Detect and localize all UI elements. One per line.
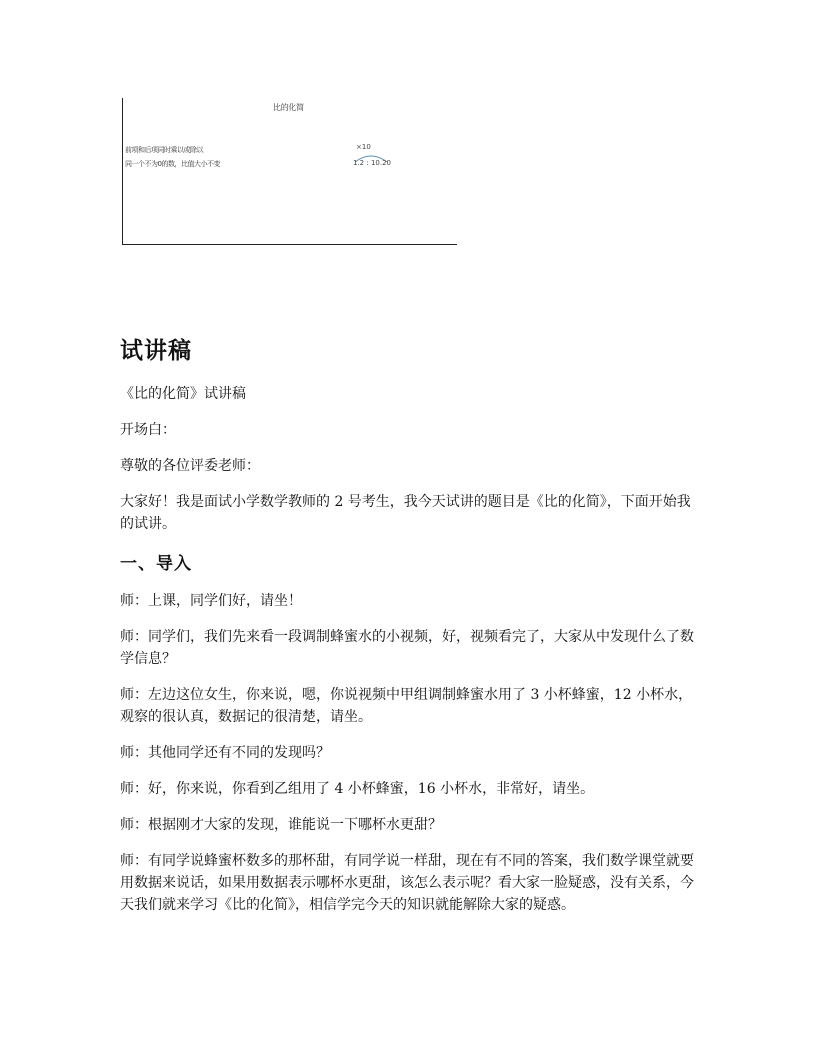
board-rule-line-1: 前项和后项同时乘以或除以 <box>125 146 203 154</box>
paragraph: 师：有同学说蜂蜜杯数多的那杯甜，有同学说一样甜，现在有不同的答案，我们数学课堂就要用数据来说话，如果用数据表示哪杯水更甜，该怎么表示呢？看大家一脸疑惑，没有关系，今天我们就来学习《比的化简》，相信学完今天的知识就能解除大家的疑惑。 <box>120 853 694 913</box>
opening-label: 开场白： <box>120 422 176 438</box>
paragraph: 师：左边这位女生，你来说，嗯，你说视频中甲组调制蜂蜜水用了 3 小杯蜂蜜，12 小杯水，观察的很认真，数据记的很清楚，请坐。 <box>120 687 693 725</box>
paragraph: 师：根据刚才大家的发现，谁能说一下哪杯水更甜？ <box>120 817 442 833</box>
board-rule-line-2: 同一个不为0的数，比值大小不变 <box>125 160 220 168</box>
board-title: 比的化简 <box>273 103 304 112</box>
intro-paragraph: 大家好！我是面试小学数学教师的 2 号考生，我今天试讲的题目是《比的化简》，下面开始我的试讲。 <box>120 494 691 532</box>
board-ratio: 1.2 : 10.20 <box>353 159 391 167</box>
section-heading-intro: 一、导入 <box>120 554 192 574</box>
page-title: 试讲稿 <box>120 338 192 364</box>
paragraph: 师：同学们，我们先来看一段调制蜂蜜水的小视频，好，视频看完了，大家从中发现什么了数学信息？ <box>120 629 694 667</box>
paragraph: 师：其他同学还有不同的发现吗？ <box>120 745 330 761</box>
blackboard-image <box>122 98 457 245</box>
greeting: 尊敬的各位评委老师： <box>120 458 260 474</box>
document-body <box>120 332 704 930</box>
doc-subtitle: 《比的化简》试讲稿 <box>120 386 246 402</box>
board-multiplier: ×10 <box>356 143 371 151</box>
paragraph: 师：上课，同学们好，请坐！ <box>120 593 302 609</box>
paragraph: 师：好，你来说，你看到乙组用了 4 小杯蜂蜜，16 小杯水，非常好，请坐。 <box>120 781 595 797</box>
